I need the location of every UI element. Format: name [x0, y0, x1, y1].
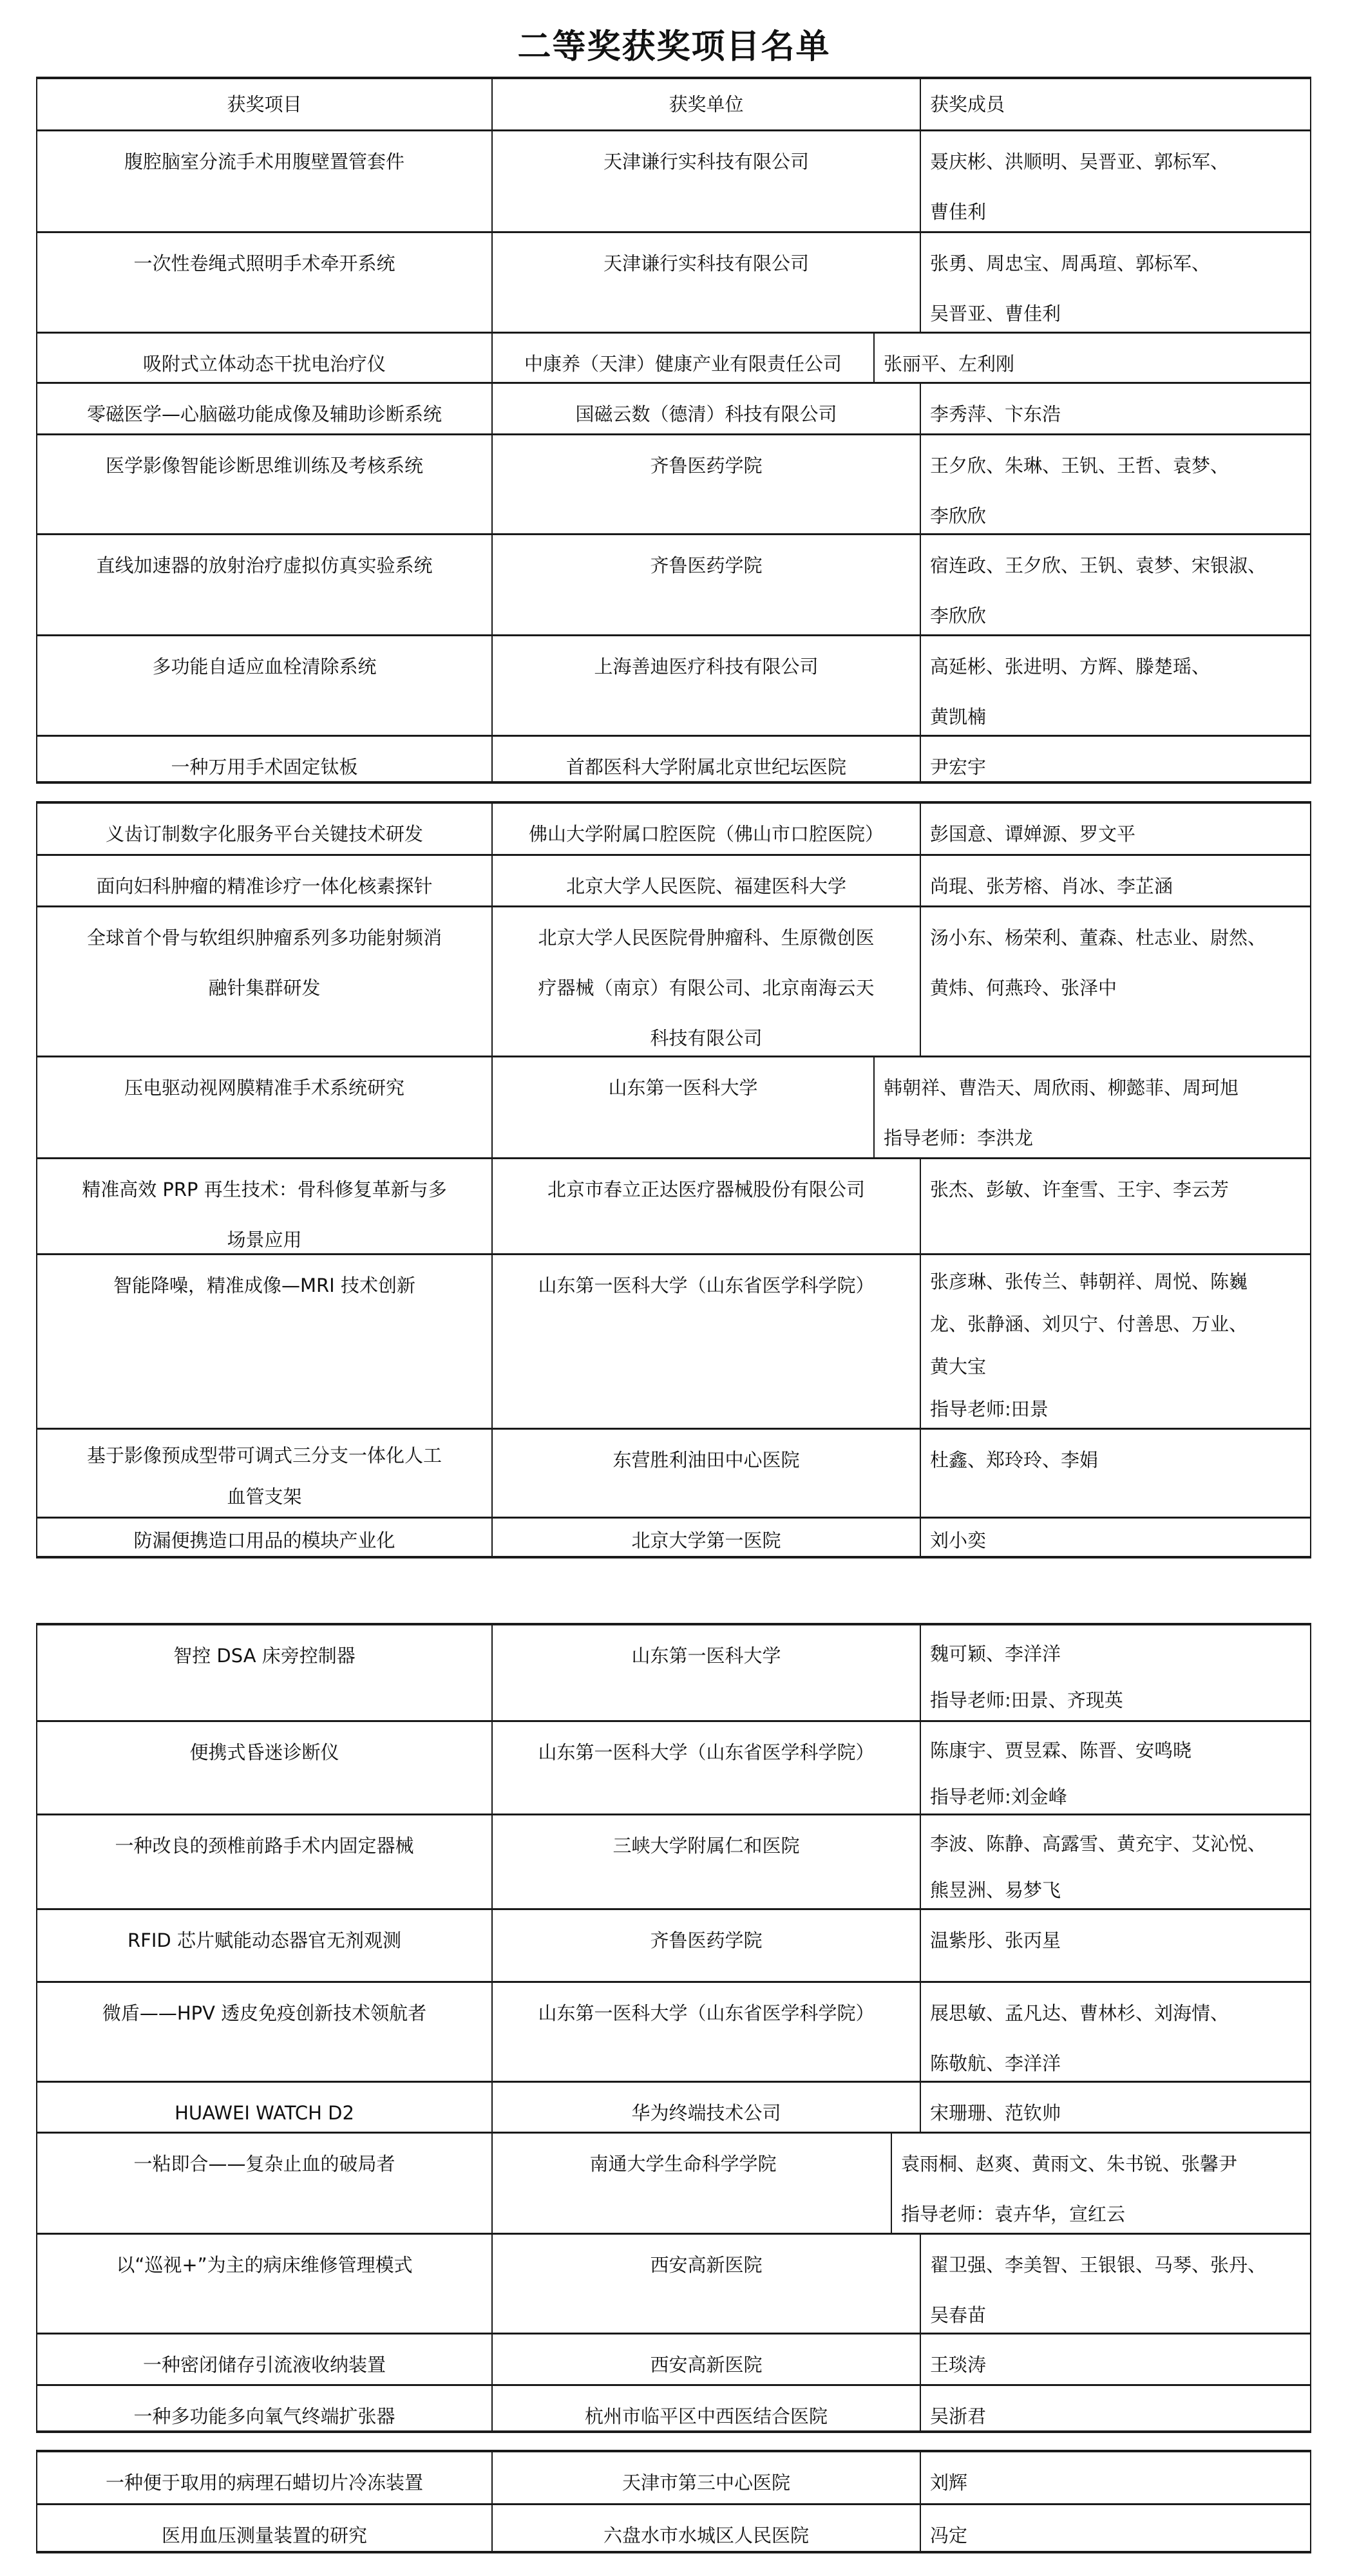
table-row [37, 1720, 1310, 1814]
unit-cell: 北京大学人民医院骨肿瘤科、生原微创医 疗器械（南京）有限公司、北京南海云天 科技有限公司 [491, 907, 920, 1056]
project-cell: 压电驱动视网膜精准手术系统研究 [124, 1077, 404, 1099]
members-cell: 杜鑫、郑玲玲、李娟 [920, 1430, 1310, 1517]
unit-cell: 东营胜利油田中心医院 [491, 1430, 920, 1517]
table-row [37, 231, 1310, 332]
unit-cell: 首都医科大学附属北京世纪坛医院 [491, 737, 920, 784]
table-row [37, 1625, 1310, 1720]
unit-cell: 杭州市临平区中西医结合医院 [491, 2386, 920, 2433]
table-row [37, 1981, 1310, 2081]
table-block-4 [36, 2450, 1311, 2553]
members-cell: 刘小奕 [920, 1519, 1310, 1558]
members-cell: 翟卫强、李美智、王银银、马琴、张丹、 吴春苗 [920, 2235, 1310, 2333]
table-row [37, 1814, 1310, 1908]
members-cell: 李波、陈静、高露雪、黄充宇、艾沁悦、 熊昱洲、易梦飞 [920, 1815, 1310, 1908]
table-row [37, 1428, 1310, 1517]
table-block-3 [36, 1623, 1311, 2433]
table-row [37, 382, 1310, 433]
table-row [37, 804, 1310, 854]
table-row [37, 2384, 1310, 2433]
unit-cell: 上海善迪医疗科技有限公司 [491, 636, 920, 735]
members-cell: 张勇、周忠宝、周禹瑄、郭标军、 吴晋亚、曹佳利 [920, 233, 1310, 332]
unit-cell: 天津谦行实科技有限公司 [491, 131, 920, 231]
project-cell: 智控 DSA 床旁控制器 [173, 1645, 356, 1667]
members-cell: 陈康宇、贾昱霖、陈晋、安鸣晓 指导老师:刘金峰 [920, 1722, 1310, 1814]
members-cell: 张丽平、左利刚 [873, 334, 1310, 382]
project-cell: 便携式昏迷诊断仪 [189, 1741, 339, 1763]
table-row [37, 2233, 1310, 2333]
table-row [37, 2081, 1310, 2132]
unit-cell: 北京市春立正达医疗器械股份有限公司 [491, 1159, 920, 1253]
project-cell: 一种便于取用的病理石蜡切片冷冻装置 [105, 2472, 423, 2494]
unit-cell: 西安高新医院 [491, 2334, 920, 2384]
table-block-1 [36, 77, 1311, 784]
project-cell: 一种多功能多向氧气终端扩张器 [133, 2405, 395, 2427]
table-row [37, 634, 1310, 735]
project-cell: RFID 芯片赋能动态器官无剂观测 [128, 1929, 401, 1951]
project-cell: 以“巡视+”为主的病床维修管理模式 [116, 2254, 413, 2276]
members-cell: 汤小东、杨荣利、董森、杜志业、尉然、 黄炜、何燕玲、张泽中 [920, 907, 1310, 1056]
members-cell: 袁雨桐、赵爽、黄雨文、朱书锐、张馨尹 指导老师：袁卉华，宣红云 [891, 2134, 1310, 2233]
header-members: 获奖成员 [920, 79, 1310, 129]
members-cell: 宋珊珊、范钦帅 [920, 2083, 1310, 2132]
unit-cell: 佛山大学附属口腔医院（佛山市口腔医院） [491, 804, 920, 854]
project-cell: 医用血压测量装置的研究 [161, 2524, 367, 2546]
members-cell: 宿连政、王夕欣、王钒、袁梦、宋银淑、 李欣欣 [920, 535, 1310, 634]
members-cell: 韩朝祥、曹浩天、周欣雨、柳懿菲、周珂旭 指导老师：李洪龙 [873, 1057, 1310, 1157]
project-cell: 防漏便携造口用品的模块产业化 [133, 1530, 395, 1551]
members-cell: 展思敏、孟凡达、曹林杉、刘海情、 陈敬航、李洋洋 [920, 1983, 1310, 2081]
header-project: 获奖项目 [227, 93, 302, 115]
project-cell: 零磁医学—心脑磁功能成像及辅助诊断系统 [86, 403, 442, 425]
unit-cell: 华为终端技术公司 [491, 2083, 920, 2132]
project-cell: 基于影像预成型带可调式三分支一体化人工 血管支架 [86, 1444, 442, 1508]
unit-cell: 齐鲁医药学院 [491, 435, 920, 533]
members-cell: 冯定 [920, 2505, 1310, 2553]
members-cell: 张杰、彭敏、许奎雪、王宇、李云芳 [920, 1159, 1310, 1253]
unit-cell: 国磁云数（德清）科技有限公司 [491, 384, 920, 433]
unit-cell: 山东第一医科大学（山东省医学科学院） [491, 1983, 920, 2081]
unit-cell: 天津市第三中心医院 [491, 2452, 920, 2503]
table-row [37, 1253, 1310, 1428]
table-row [37, 129, 1310, 231]
unit-cell: 西安高新医院 [491, 2235, 920, 2333]
unit-cell: 南通大学生命科学学院 [491, 2134, 873, 2233]
project-cell: 医学影像智能诊断思维训练及考核系统 [105, 455, 423, 477]
unit-cell: 山东第一医科大学（山东省医学科学院） [491, 1255, 920, 1428]
unit-cell: 北京大学第一医院 [491, 1519, 920, 1558]
table-row [37, 1157, 1310, 1253]
table-row [37, 905, 1310, 1056]
unit-cell: 天津谦行实科技有限公司 [491, 233, 920, 332]
project-cell: 一次性卷绳式照明手术牵开系统 [133, 252, 395, 274]
unit-cell: 山东第一医科大学（山东省医学科学院） [491, 1722, 920, 1814]
members-cell: 尹宏宇 [920, 737, 1310, 784]
unit-cell: 山东第一医科大学 [491, 1625, 920, 1720]
table-row [37, 2452, 1310, 2503]
project-cell: 精准高效 PRP 再生技术：骨科修复革新与多 场景应用 [82, 1179, 447, 1251]
project-cell: 面向妇科肿瘤的精准诊疗一体化核素探针 [96, 875, 433, 897]
project-cell: HUAWEI WATCH D2 [175, 2102, 354, 2124]
members-cell: 高延彬、张进明、方辉、滕楚瑶、 黄凯楠 [920, 636, 1310, 735]
members-cell: 魏可颖、李洋洋 指导老师:田景、齐现英 [920, 1625, 1310, 1720]
unit-cell: 三峡大学附属仁和医院 [491, 1815, 920, 1908]
members-cell: 尚琨、张芳榕、肖冰、李芷涵 [920, 856, 1310, 905]
project-cell: 智能降噪，精准成像—MRI 技术创新 [113, 1274, 415, 1296]
members-cell: 吴浙君 [920, 2386, 1310, 2433]
table-block-2 [36, 801, 1311, 1558]
unit-cell: 山东第一医科大学 [491, 1057, 873, 1157]
project-cell: 腹腔脑室分流手术用腹壁置管套件 [124, 151, 404, 173]
unit-cell: 中康养（天津）健康产业有限责任公司 [491, 334, 873, 382]
table-row [37, 2503, 1310, 2553]
project-cell: 多功能自适应血栓清除系统 [152, 656, 377, 677]
members-cell: 王琰涛 [920, 2334, 1310, 2384]
table-row [37, 2333, 1310, 2384]
unit-cell: 齐鲁医药学院 [491, 1910, 920, 1981]
members-cell: 彭国意、谭婵源、罗文平 [920, 804, 1310, 854]
table-header-row [37, 79, 1310, 129]
members-cell: 温紫彤、张丙星 [920, 1910, 1310, 1981]
table-row [37, 433, 1310, 533]
page-title: 二等奖获奖项目名单 [517, 27, 831, 66]
unit-cell: 六盘水市水城区人民医院 [491, 2505, 920, 2553]
table-row [37, 1517, 1310, 1558]
project-cell: 微盾——HPV 透皮免疫创新技术领航者 [102, 2002, 427, 2024]
table-row [37, 533, 1310, 634]
project-cell: 全球首个骨与软组织肿瘤系列多功能射频消 融针集群研发 [86, 927, 442, 999]
header-unit: 获奖单位 [491, 79, 920, 129]
table-row [37, 735, 1310, 784]
unit-cell: 齐鲁医药学院 [491, 535, 920, 634]
unit-cell: 北京大学人民医院、福建医科大学 [491, 856, 920, 905]
members-cell: 张彦琳、张传兰、韩朝祥、周悦、陈巍 龙、张静涵、刘贝宁、付善思、万业、 黄大宝 指导老师:田景 [920, 1255, 1310, 1428]
members-cell: 刘辉 [920, 2452, 1310, 2503]
table-row [37, 1908, 1310, 1981]
project-cell: 一种密闭储存引流液收纳装置 [142, 2354, 386, 2376]
project-cell: 一种改良的颈椎前路手术内固定器械 [115, 1835, 414, 1857]
table-row [37, 332, 1310, 382]
project-cell: 吸附式立体动态干扰电治疗仪 [142, 353, 386, 375]
project-cell: 直线加速器的放射治疗虚拟仿真实验系统 [96, 554, 433, 576]
table-row [37, 854, 1310, 905]
project-cell: 义齿订制数字化服务平台关键技术研发 [105, 823, 423, 845]
project-cell: 一种万用手术固定钛板 [171, 756, 358, 778]
table-row [37, 1056, 1310, 1157]
project-cell: 一粘即合——复杂止血的破局者 [133, 2153, 395, 2175]
members-cell: 聂庆彬、洪顺明、吴晋亚、郭标军、 曹佳利 [920, 131, 1310, 231]
members-cell: 王夕欣、朱琳、王钒、王哲、袁梦、 李欣欣 [920, 435, 1310, 533]
table-row [37, 2132, 1310, 2233]
members-cell: 李秀萍、卞东浩 [920, 384, 1310, 433]
